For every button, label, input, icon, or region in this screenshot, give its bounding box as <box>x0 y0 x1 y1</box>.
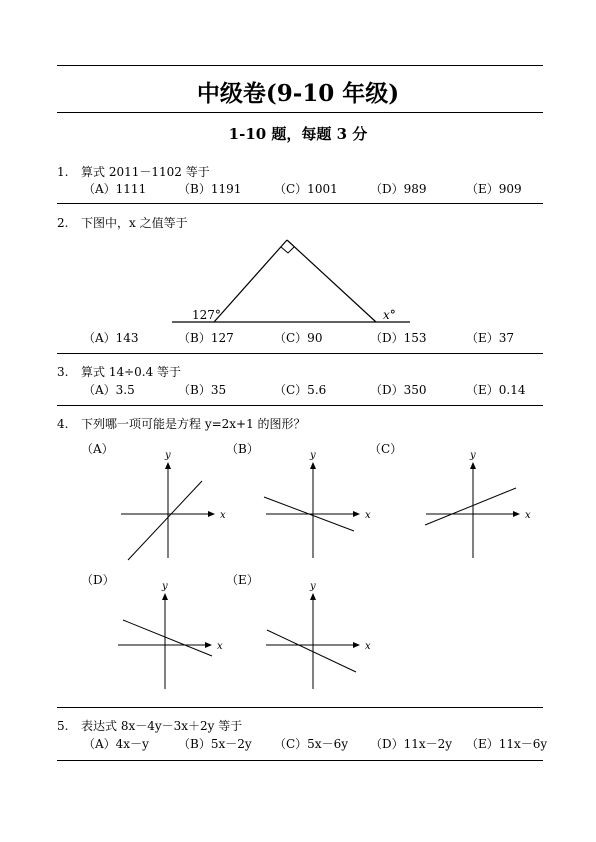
option-a[interactable]: （A）4x－y <box>83 737 149 751</box>
option-c[interactable]: （C）5.6 <box>274 383 327 397</box>
graph-line <box>425 488 516 525</box>
option-c[interactable]: （C）90 <box>274 331 323 345</box>
y-axis-label: y <box>310 450 316 461</box>
x-axis-arrow <box>353 642 360 648</box>
option-b[interactable]: （B）1191 <box>178 182 242 196</box>
bottom-rule <box>57 760 543 761</box>
x-axis-arrow <box>208 511 215 517</box>
x-axis-label: x <box>365 641 371 652</box>
option-d[interactable]: （D）153 <box>370 331 427 345</box>
y-axis-label: y <box>165 450 171 461</box>
option-e[interactable]: （E）0.14 <box>466 383 526 397</box>
option-d[interactable]: （D）989 <box>370 182 427 196</box>
option-d[interactable]: （D）11x－2y <box>370 737 453 751</box>
divider <box>57 707 543 708</box>
option-d[interactable]: （D）350 <box>370 383 427 397</box>
graph-line <box>267 630 356 672</box>
option-b[interactable]: （B）35 <box>178 383 227 397</box>
option-a[interactable]: （A）3.5 <box>83 383 135 397</box>
option-b[interactable]: （B）5x－2y <box>178 737 252 751</box>
question-number: 1. <box>57 165 69 179</box>
graph-e <box>266 581 371 689</box>
graph-d-label: （D） <box>81 573 115 587</box>
question-text: 下列哪一项可能是方程 y=2x+1 的图形？ <box>81 417 306 431</box>
x-axis-arrow <box>353 511 360 517</box>
question-number: 3. <box>57 365 69 379</box>
y-axis-label: y <box>310 581 316 592</box>
graph-a <box>121 450 226 560</box>
y-axis-arrow <box>165 462 171 469</box>
graph-a-label: （A） <box>81 442 114 456</box>
option-b[interactable]: （B）127 <box>178 331 234 345</box>
option-a[interactable]: （A）143 <box>83 331 139 345</box>
option-e[interactable]: （E）11x－6y <box>466 737 548 751</box>
question-text: 算式 2011－1102 等于 <box>81 165 210 179</box>
question-number: 4. <box>57 417 69 431</box>
y-axis-arrow <box>310 593 316 600</box>
graph-b <box>264 450 371 558</box>
x-axis-label: x <box>525 510 531 521</box>
x-axis-arrow <box>205 642 212 648</box>
y-axis-arrow <box>310 462 316 469</box>
x-axis-arrow <box>513 511 520 517</box>
question-number: 5. <box>57 719 69 733</box>
y-axis-arrow <box>470 462 476 469</box>
graph-line <box>123 620 212 656</box>
question-text: 表达式 8x－4y－3x＋2y 等于 <box>81 719 243 733</box>
graph-d <box>118 581 223 689</box>
option-a[interactable]: （A）1111 <box>83 182 147 196</box>
x-axis-label: x <box>365 510 371 521</box>
option-c[interactable]: （C）5x－6y <box>274 737 348 751</box>
graph-b-label: （B） <box>226 442 259 456</box>
section-subtitle: 1-10 题，每题 3 分 <box>228 125 368 143</box>
question-text: 下图中，x 之值等于 <box>81 216 188 230</box>
graph-c-label: （C） <box>369 442 403 456</box>
x-axis-label: x <box>220 510 226 521</box>
graph-e-label: （E） <box>226 573 259 587</box>
graph-c <box>425 450 531 558</box>
x-axis-label: x <box>217 641 223 652</box>
page-title: 中级卷(9-10 年级) <box>196 80 400 107</box>
graph-line <box>128 481 202 560</box>
question-number: 2. <box>57 216 69 230</box>
angle-right-label: x° <box>383 308 396 322</box>
option-e[interactable]: （E）909 <box>466 182 522 196</box>
question-5 <box>57 717 242 734</box>
option-e[interactable]: （E）37 <box>466 331 515 345</box>
option-c[interactable]: （C）1001 <box>274 182 338 196</box>
y-axis-label: y <box>162 581 168 592</box>
y-axis-label: y <box>470 450 476 461</box>
question-text: 算式 14÷0.4 等于 <box>81 365 182 379</box>
angle-left-label: 127° <box>192 308 221 322</box>
y-axis-arrow <box>162 593 168 600</box>
